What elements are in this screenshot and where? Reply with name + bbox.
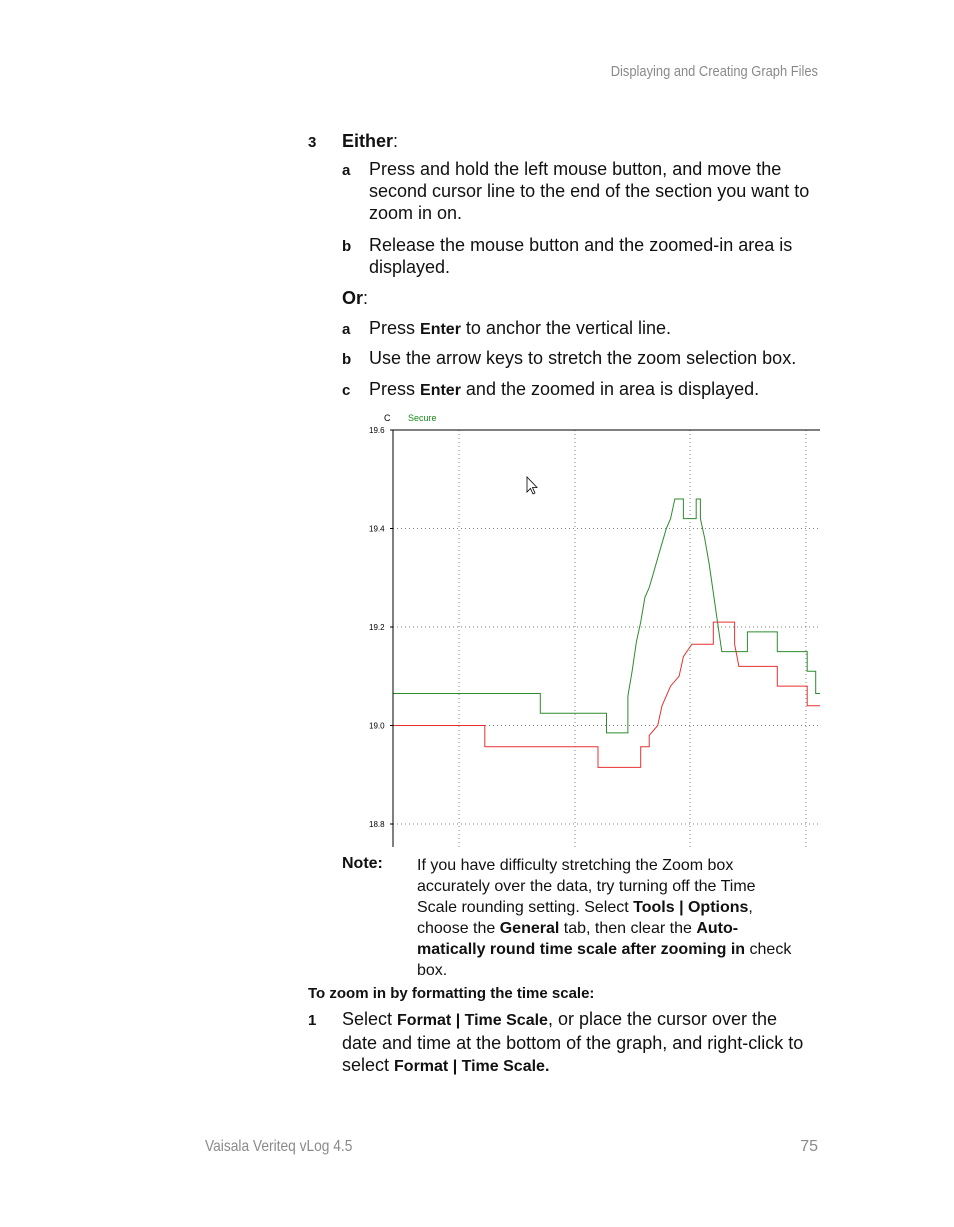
menu-path-format-time-scale: Format | Time Scale (397, 1012, 548, 1029)
step-number: 3 (308, 134, 317, 151)
step-number: 1 (308, 1012, 317, 1029)
or-item-letter: c (342, 382, 351, 399)
y-tick-label: 19.6 (369, 426, 385, 435)
menu-path-format-time-scale: Format | Time Scale. (394, 1058, 550, 1075)
step-text-part: , or place the cursor over the date and time at the bottom of the graph, and right-click to select (342, 1009, 804, 1075)
temperature-graph[interactable] (364, 410, 820, 852)
step-text-part: Select (342, 1009, 398, 1029)
unit-label: C (384, 413, 391, 423)
legend-label: Secure (408, 413, 437, 423)
either-item-text: Release the mouse button and the zoomed-in area is displayed. (369, 235, 793, 277)
grid-lines (393, 430, 820, 847)
note-text-part: check box. (417, 941, 792, 979)
y-tick-label: 18.8 (369, 820, 385, 829)
either-word: Either (342, 131, 394, 151)
either-item-letter: b (342, 238, 352, 255)
either-colon: : (393, 131, 399, 151)
y-tick-label: 19.4 (369, 524, 385, 534)
page-number: 75 (800, 1138, 818, 1155)
or-item-text (369, 378, 759, 402)
or-item-text: Use the arrow keys to stretch the zoom selection box. (369, 348, 797, 368)
enter-key-label: Enter (420, 382, 461, 399)
note-text (417, 855, 797, 981)
y-tick-label: 19.0 (369, 721, 385, 731)
procedure-heading: To zoom in by formatting the time scale: (308, 985, 595, 1002)
or-item-letter: a (342, 321, 351, 338)
or-item-text (369, 317, 671, 341)
series-line-red (393, 622, 820, 767)
either-item-text: Press and hold the left mouse button, and move the second cursor line to the end of the section you want to zoom in on. (369, 159, 810, 223)
either-item-letter: a (342, 162, 351, 179)
note-label: Note: (342, 855, 383, 872)
enter-key-label: Enter (420, 321, 461, 338)
y-tick-label: 19.2 (369, 623, 385, 632)
tab-name-general: General (499, 920, 560, 937)
or-item-post: to anchor the vertical line. (460, 318, 672, 338)
mouse-cursor-icon (527, 477, 537, 494)
or-colon: : (363, 288, 369, 308)
procedure-step-text (342, 1008, 812, 1078)
note-text-part: If you have difficulty stretching the Zoom box accurately over the data, try turning off the Time Scale rounding setting. Select (417, 857, 756, 916)
or-word: Or (342, 288, 364, 308)
either-heading (342, 130, 398, 152)
series-line-green (393, 499, 820, 733)
footer-product-name: Vaisala Veriteq vLog 4.5 (205, 1138, 353, 1155)
axes (390, 430, 820, 847)
note-text-part: tab, then clear the (559, 920, 697, 937)
note-text-part: , choose the (417, 899, 753, 937)
checkbox-name: Auto-matically round time scale after zooming in (417, 920, 746, 958)
or-item-post: and the zoomed in area is displayed. (460, 379, 760, 399)
or-heading (342, 287, 368, 309)
running-header: Displaying and Creating Graph Files (610, 63, 818, 80)
or-item-letter: b (342, 351, 352, 368)
or-item-pre: Press (369, 379, 421, 399)
y-tick-labels (369, 426, 385, 829)
menu-path-tools-options: Tools | Options (633, 899, 749, 916)
data-series (393, 499, 820, 767)
or-item-pre: Press (369, 318, 421, 338)
